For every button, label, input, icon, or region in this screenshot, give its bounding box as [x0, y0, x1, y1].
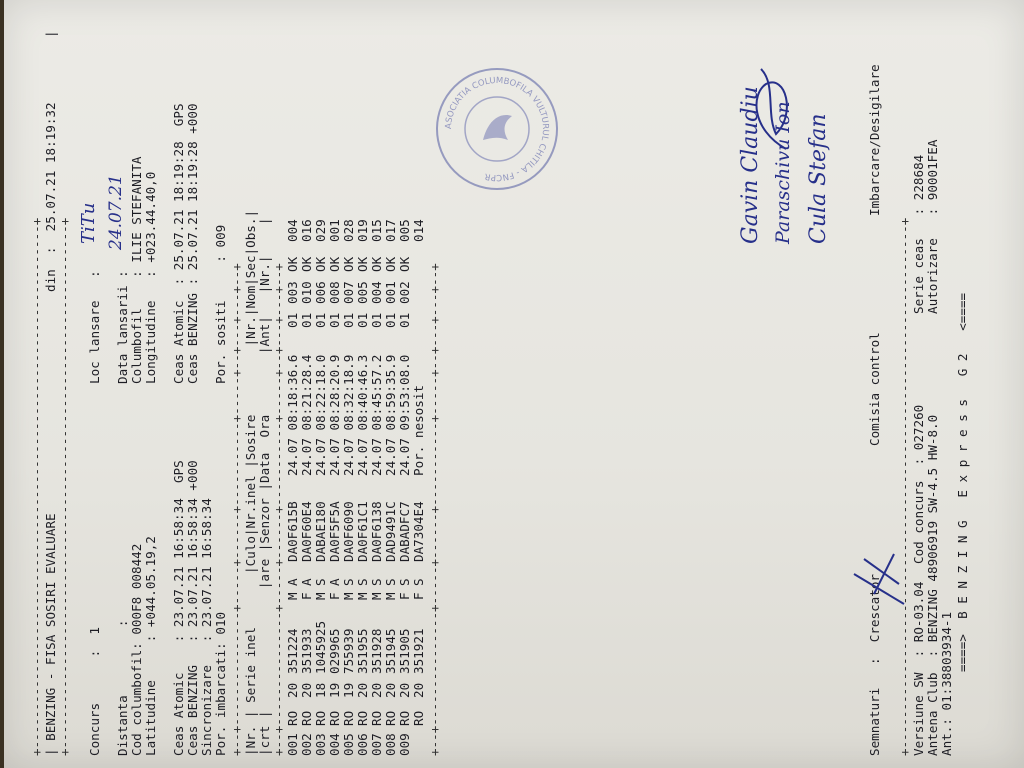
- row-nr: 008: [383, 733, 398, 756]
- row-year: 20: [411, 682, 426, 698]
- concurs-value: 1: [87, 627, 102, 635]
- brand-line: ====> B E N Z I N G E x p r e s s G 2 <====: [955, 292, 970, 672]
- loc-lansare-row: Loc lansare :: [87, 255, 102, 384]
- row-nr: 002: [299, 733, 314, 756]
- row-obs: 005: [397, 219, 412, 242]
- row-nr: 006: [355, 733, 370, 756]
- cod-columbofil-label: Cod columbofil: [129, 649, 144, 756]
- row-sensor: DA0F615B: [285, 501, 300, 562]
- row-ring: 351933: [299, 628, 314, 674]
- table-row: [370, 212, 384, 756]
- col-nr-inel: Nr.inel: [243, 475, 258, 529]
- data-lansarii-row: Data lansarii :: [115, 270, 130, 384]
- row-sensor: DA0F5F5A: [327, 501, 342, 562]
- cod-concurs-value: 027260: [911, 404, 926, 451]
- longitudine-row: Longitudine : +023.44.40,0: [143, 171, 158, 384]
- row-sensor: DAD9491C: [383, 501, 398, 562]
- row-color: S: [313, 578, 328, 586]
- col-nom: Nom: [243, 285, 258, 309]
- row-nom: 008: [327, 281, 342, 304]
- crescator-label: Crescator: [867, 574, 882, 643]
- table-border-bottom: +--+---------------+-----+------+-----------+-----+--+---+---+--+: [427, 263, 442, 756]
- row-year: 20: [397, 682, 412, 698]
- row-nr: 007: [369, 733, 384, 756]
- row-nr: 001: [285, 733, 300, 756]
- row-color: A: [327, 578, 342, 586]
- col-are: are: [257, 558, 272, 582]
- distanta-row: Distanta :: [115, 619, 130, 756]
- antena-label: Antena Club: [925, 672, 940, 756]
- row-sensor: DA0F60E4: [299, 501, 314, 562]
- data-lansarii-handwritten: 24.07.21: [106, 174, 126, 250]
- ceas-benzing-start-row: Ceas BENZING : 23.07.21 16:58:34 +000: [185, 460, 200, 756]
- row-ring: 351905: [397, 628, 412, 674]
- header-right-bar: |: [43, 30, 58, 38]
- header-border-bottom: +---------------------------------------------------------------------+: [57, 217, 72, 756]
- row-ant: 01: [327, 312, 342, 328]
- row-color: S: [355, 578, 370, 586]
- row-sex: M: [383, 592, 398, 600]
- row-nom: 007: [341, 281, 356, 304]
- row-nr: 005: [341, 733, 356, 756]
- row-status: OK: [313, 256, 328, 272]
- stamp-text: ASOCIATIA COLUMBOFILA VULTURUL CHITILA - FNCPR: [443, 75, 551, 183]
- row-nom: 002: [397, 281, 412, 304]
- table-row: [398, 212, 412, 756]
- row-status: OK: [299, 256, 314, 272]
- ceas-atomic-start-row: Ceas Atomic : 23.07.21 16:58:34 GPS: [171, 460, 186, 756]
- row-color: S: [341, 578, 356, 586]
- row-nom: [412, 272, 426, 304]
- col-nr-ant: Nr.: [243, 316, 258, 339]
- row-ant: 01: [299, 312, 314, 328]
- table-row: [356, 212, 370, 756]
- row-sex: M: [355, 592, 370, 600]
- row-obs: 017: [383, 219, 398, 242]
- table-row: [342, 212, 356, 756]
- row-country: RO: [327, 710, 342, 726]
- row-obs: 015: [369, 219, 384, 242]
- row-sex: F: [299, 592, 314, 600]
- signature-scribble-icon: [746, 64, 806, 154]
- row-sensor: DABAE180: [313, 501, 328, 562]
- header-date: din : 25.07.21 18:19:32: [43, 102, 58, 292]
- serie-ceas-row: Serie ceas : 228684: [911, 154, 926, 314]
- ceas-benzing-start-label: Ceas BENZING: [185, 665, 200, 756]
- row-nr: 004: [327, 733, 342, 756]
- concurs-label-row: Concurs : 1: [87, 627, 102, 756]
- columbofil-value: ILIE STEFANITA: [129, 156, 144, 263]
- row-sex: F: [397, 592, 412, 600]
- row-arrival: 24.07 08:45:57.2: [369, 354, 384, 476]
- table-row: [314, 212, 328, 756]
- row-arrival: 24.07 08:28:20.9: [327, 354, 342, 476]
- row-status: [412, 242, 426, 272]
- row-ring: 351224: [285, 628, 300, 674]
- sincronizare-row: Sincronizare : 23.07.21 16:58:34: [199, 498, 214, 756]
- ant-value: 01:38803934-1: [939, 611, 954, 711]
- row-ring: 351955: [355, 628, 370, 674]
- por-sositi-label: Por. sositi: [213, 300, 228, 384]
- por-sositi-row: Por. sositi : 009: [213, 224, 228, 384]
- row-color: S: [383, 578, 398, 586]
- row-arrival: 24.07 08:32:18.9: [341, 354, 356, 476]
- row-arrival: 24.07 08:18:36.6: [285, 354, 300, 476]
- row-nom: 001: [383, 281, 398, 304]
- row-status: OK: [341, 256, 356, 272]
- cod-concurs-row: Cod concurs : 027260: [911, 404, 926, 564]
- row-ant: [412, 304, 426, 328]
- col-crt: crt: [257, 725, 272, 749]
- col-obs: Obs.: [243, 217, 258, 248]
- row-year: 18: [313, 682, 328, 698]
- versiune-value: RO-03.04: [911, 581, 926, 643]
- row-sensor: DA7304E4: [411, 501, 426, 562]
- columbofil-label: Columbofil: [129, 308, 144, 384]
- row-ring: 351921: [411, 628, 426, 674]
- row-status: OK: [397, 256, 412, 272]
- row-sensor: DA0F6090: [341, 501, 356, 562]
- din-value: 25.07.21 18:19:32: [43, 102, 58, 232]
- autorizare-label: Autorizare: [925, 238, 940, 314]
- col-nr: Nr.: [243, 725, 258, 749]
- ceas-atomic-end-row: Ceas Atomic : 25.07.21 18:19:28 GPS: [171, 103, 186, 384]
- row-sex: M: [285, 592, 300, 600]
- row-country: RO: [341, 710, 356, 726]
- imbarcare-label: Imbarcare/Desigilare: [867, 64, 882, 216]
- table-header-bottom: |crt | |are |Senzor |Data Ora |Ant| |Nr.| |: [257, 217, 272, 756]
- row-nom: 004: [369, 281, 384, 304]
- versiune-label: Versiune SW: [911, 672, 926, 756]
- ceas-atomic-end-label: Ceas Atomic: [171, 300, 186, 384]
- row-ring: 351928: [369, 628, 384, 674]
- ceas-atomic-start-label: Ceas Atomic: [171, 672, 186, 756]
- row-obs: 019: [355, 219, 370, 242]
- longitudine-value: +023.44.40,0: [143, 171, 158, 263]
- row-nom: 006: [313, 281, 328, 304]
- distanta-label: Distanta: [115, 695, 130, 756]
- row-year: 20: [299, 682, 314, 698]
- row-obs: 014: [411, 219, 426, 242]
- row-status: OK: [383, 256, 398, 272]
- col-data-ora: Data Ora: [257, 414, 272, 483]
- row-country: RO: [369, 710, 384, 726]
- data-lansarii-label: Data lansarii: [115, 285, 130, 384]
- table-border-mid: +--+---------------+-----+------+-----------+-----+--+---+---+--+: [271, 263, 286, 756]
- row-arrival: Por. nesosit: [411, 385, 426, 476]
- row-arrival: 24.07 08:21:28.4: [299, 354, 314, 476]
- row-year: 20: [355, 682, 370, 698]
- row-nr: 003: [313, 733, 328, 756]
- ceas-benzing-end-row: Ceas BENZING : 25.07.21 18:19:28 +000: [185, 103, 200, 384]
- row-ring: 029965: [327, 628, 342, 674]
- row-obs: 016: [299, 219, 314, 242]
- row-year: 20: [285, 682, 300, 698]
- antena-row: Antena Club : BENZING 48906919 SW-4.5 HW-8.0: [925, 414, 940, 756]
- col-sec: Sec: [243, 255, 258, 279]
- din-label: din: [43, 269, 58, 292]
- row-nom: 003: [285, 281, 300, 304]
- row-ant: 01: [383, 312, 398, 328]
- row-ant: 01: [313, 312, 328, 328]
- row-status: OK: [369, 256, 384, 272]
- serie-ceas-label: Serie ceas: [911, 238, 926, 314]
- por-imbarcati-row: Por. imbarcati: 010: [213, 611, 228, 756]
- ceas-benzing-start-value: 23.07.21 16:58:34 +000: [185, 460, 200, 628]
- signature-gavin: Gavin Claudiu: [738, 86, 763, 244]
- row-obs: 028: [341, 219, 356, 242]
- row-obs: 001: [327, 219, 342, 242]
- col-culo: Culo: [243, 536, 258, 567]
- row-year: 20: [369, 682, 384, 698]
- row-country: RO: [313, 710, 328, 726]
- row-country: RO: [299, 710, 314, 726]
- autorizare-row: Autorizare : 90001FEA: [925, 139, 940, 314]
- sincronizare-value: 23.07.21 16:58:34: [199, 498, 214, 628]
- table-row: [286, 212, 300, 756]
- concurs-label: Concurs: [87, 702, 102, 756]
- row-obs: 004: [285, 219, 300, 242]
- longitudine-label: Longitudine: [143, 300, 158, 384]
- row-ant: 01: [397, 312, 412, 328]
- cod-columbofil-value: 000F8 008442: [129, 543, 144, 635]
- autorizare-value: 90001FEA: [925, 139, 940, 201]
- latitudine-row: Latitudine : +044.05.19,2: [143, 536, 158, 756]
- row-nr: 009: [397, 733, 412, 756]
- row-year: 19: [327, 682, 342, 698]
- row-arrival: 24.07 09:53:08.0: [397, 354, 412, 476]
- table-row: [412, 212, 426, 756]
- signature-paraschivu: Paraschivu Ion: [772, 101, 794, 244]
- header-border-top: +---------------------------------------------------------------------+: [29, 217, 44, 756]
- loc-lansare-label: Loc lansare: [87, 300, 102, 384]
- versiune-row: Versiune SW : RO-03.04: [911, 581, 926, 756]
- sincronizare-label: Sincronizare: [199, 665, 214, 756]
- col-sec-nr: Nr.: [257, 263, 272, 286]
- por-imbarcati-label: Por. imbarcati: [213, 649, 228, 756]
- row-color: S: [411, 578, 426, 586]
- signature-cula: Cula Stefan: [806, 113, 831, 244]
- footer-border-top: +---------------------------------------------------------------------+: [897, 217, 912, 756]
- row-color: A: [285, 578, 300, 586]
- row-year: 19: [341, 682, 356, 698]
- col-senzor: Senzor: [257, 498, 272, 544]
- table-row: [384, 212, 398, 756]
- row-ring: 351945: [383, 628, 398, 674]
- col-ant: Ant: [257, 323, 272, 347]
- row-arrival: 24.07 08:40:46.3: [355, 354, 370, 476]
- row-country: RO: [285, 710, 300, 726]
- row-ring: 1045925: [313, 620, 328, 674]
- row-country: RO: [383, 710, 398, 726]
- table-border-top: +--+---------------+-----+------+-----------+-----+--+---+---+--+: [229, 263, 244, 756]
- club-stamp: [436, 68, 558, 190]
- ant-label: Ant.: [939, 725, 954, 756]
- row-color: A: [299, 578, 314, 586]
- arrivals-table: [286, 212, 426, 756]
- row-ring: 755939: [341, 628, 356, 674]
- row-sex: F: [327, 592, 342, 600]
- col-sosire: Sosire: [243, 414, 258, 461]
- ceas-benzing-end-label: Ceas BENZING: [185, 293, 200, 384]
- header-line: | BENZING - FISA SOSIRI EVALUARE: [43, 513, 58, 756]
- table-header-top: |Nr. | Serie inel |Culo|Nr.inel |Sosire |Nr.|Nom|Sec|Obs.|: [243, 209, 258, 756]
- row-obs: 029: [313, 219, 328, 242]
- por-sositi-value: 009: [213, 224, 228, 248]
- latitudine-value: +044.05.19,2: [143, 536, 158, 628]
- row-ant: 01: [355, 312, 370, 328]
- latitudine-label: Latitudine: [143, 680, 158, 756]
- semnaturi-label: Semnaturi: [867, 687, 882, 756]
- comisia-label: Comisia control: [867, 332, 882, 446]
- row-sex: M: [369, 592, 384, 600]
- row-arrival: 24.07 08:59:35.9: [383, 354, 398, 476]
- cod-concurs-label: Cod concurs: [911, 480, 926, 564]
- cod-columbofil-row: Cod columbofil: 000F8 008442: [129, 543, 144, 756]
- table-row: [300, 212, 314, 756]
- row-ant: 01: [285, 312, 300, 328]
- row-color: S: [397, 578, 412, 586]
- ceas-atomic-start-value: 23.07.21 16:58:34 GPS: [171, 460, 186, 628]
- row-nom: 005: [355, 281, 370, 304]
- stamp-icon: [438, 70, 556, 188]
- row-country: RO: [397, 710, 412, 726]
- report-content: [26, 4, 1016, 764]
- row-status: OK: [285, 256, 300, 272]
- row-country: RO: [411, 710, 426, 726]
- report-title: BENZING - FISA SOSIRI EVALUARE: [43, 513, 58, 741]
- ant-row: Ant.: 01:38803934-1: [939, 611, 954, 756]
- row-sensor: DA0F61C1: [355, 501, 370, 562]
- row-ant: 01: [341, 312, 356, 328]
- row-sex: M: [313, 592, 328, 600]
- serie-ceas-value: 228684: [911, 154, 926, 201]
- row-country: RO: [355, 710, 370, 726]
- printed-sheet: [4, 0, 1024, 768]
- row-sex: M: [341, 592, 356, 600]
- row-color: S: [369, 578, 384, 586]
- row-year: 20: [383, 682, 398, 698]
- ceas-benzing-end-value: 25.07.21 18:19:28 +000: [185, 103, 200, 271]
- row-sensor: DA0F6138: [369, 501, 384, 562]
- row-status: OK: [355, 256, 370, 272]
- col-serie-inel: Serie inel: [243, 627, 258, 703]
- row-nom: 010: [299, 281, 314, 304]
- ceas-atomic-end-value: 25.07.21 18:19:28 GPS: [171, 103, 186, 271]
- row-sex: F: [411, 592, 426, 600]
- row-ant: 01: [369, 312, 384, 328]
- row-nr: [412, 726, 426, 756]
- columbofil-row: Columbofil : ILIE STEFANITA: [129, 156, 144, 384]
- row-arrival: 24.07 08:22:18.0: [313, 354, 328, 476]
- row-status: OK: [327, 256, 342, 272]
- semnaturi-row: Semnaturi : Crescator: [867, 574, 882, 756]
- loc-lansare-handwritten: TiTu: [78, 202, 99, 244]
- antena-value: BENZING 48906919 SW-4.5 HW-8.0: [925, 414, 940, 643]
- por-imbarcati-value: 010: [213, 611, 228, 635]
- table-row: [328, 212, 342, 756]
- row-sensor: DABADFC7: [397, 501, 412, 562]
